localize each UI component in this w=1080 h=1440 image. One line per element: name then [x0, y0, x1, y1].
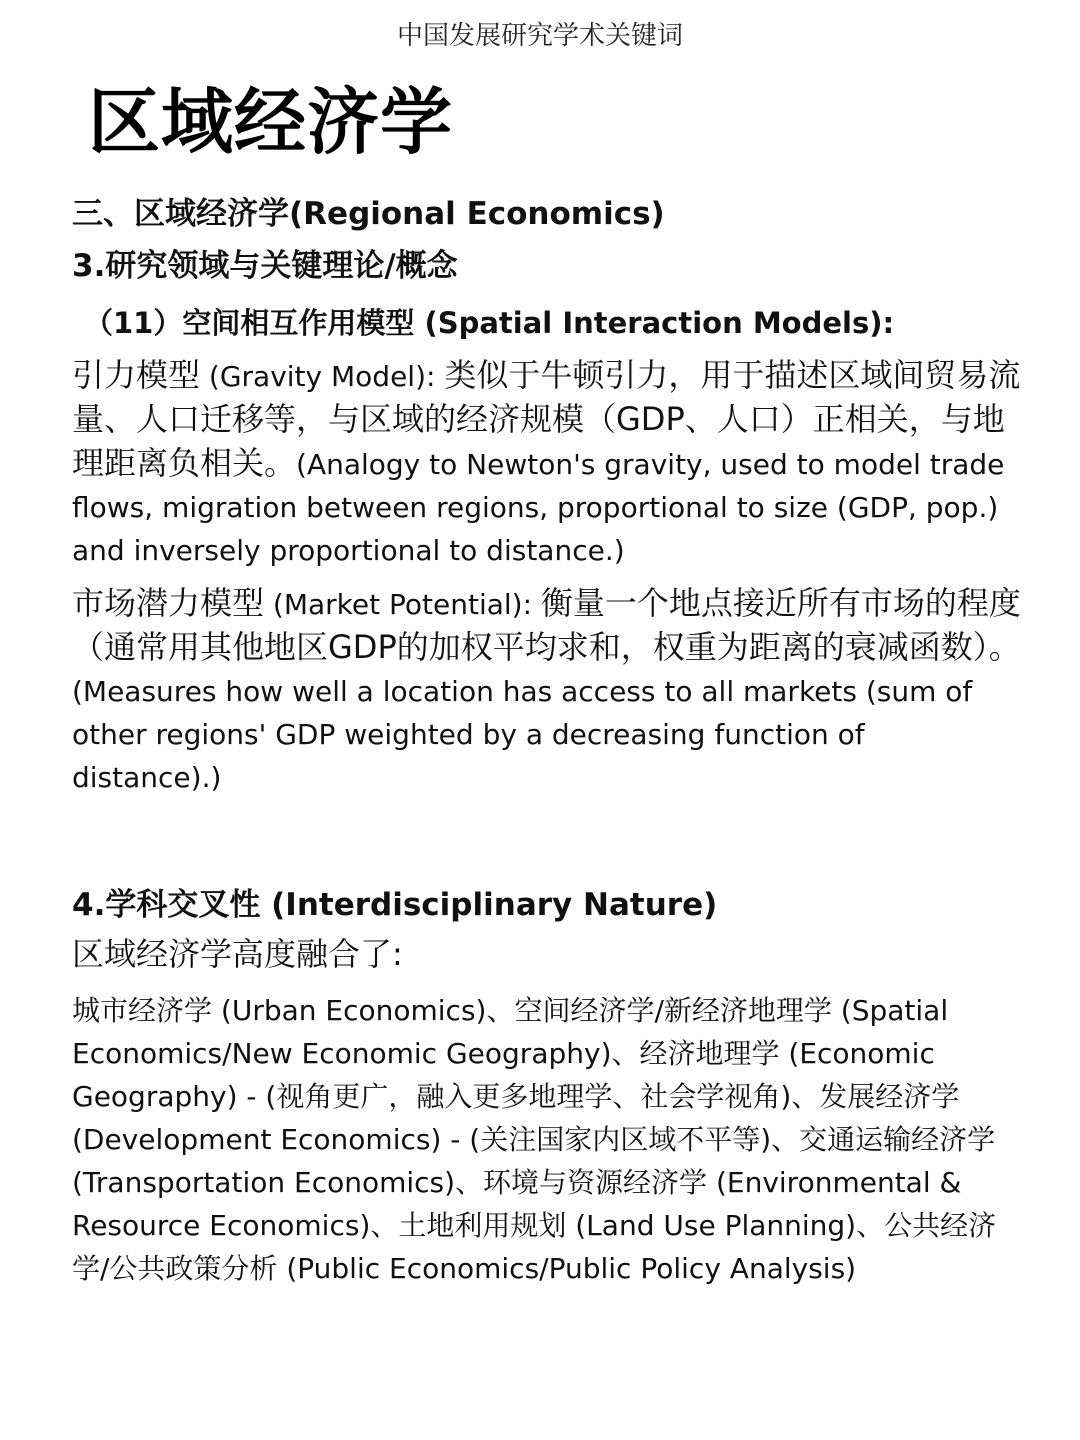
gravity-model-desc-zh: 类似于牛顿引力，用于描述区域间贸易流量、人口迁移等，与区域的经济规模（GDP、人口）正相关，与地理距离负相关。 [72, 356, 1021, 482]
section-heading-interdisciplinary: 4.学科交叉性 (Interdisciplinary Nature) [72, 887, 718, 923]
paragraph-intro [72, 933, 1022, 977]
market-potential-term-en: (Market Potential): [264, 588, 541, 621]
gravity-model-desc-en: (Analogy to Newton's gravity, used to model trade flows, migration between regions, proportional to size (GDP, pop.) and inversely proportional to distance.) [72, 448, 1005, 567]
section-heading-regional-economics: 三、区域经济学(Regional Economics) [72, 196, 665, 232]
interdisciplinary-intro: 区域经济学高度融合了: [72, 935, 403, 973]
page-title: 区域经济学 [88, 80, 454, 164]
paragraph-disciplines [72, 989, 1022, 1290]
market-potential-desc-zh: 衡量一个地点接近所有市场的程度（通常用其他地区GDP的加权平均求和，权重为距离的衰减函数）。 [72, 584, 1021, 666]
document-body [72, 190, 1022, 1290]
disciplines-list: 城市经济学 (Urban Economics)、空间经济学/新经济地理学 (Spatial Economics/New Economic Geography)、经济地理学 (Economic Geography) - (视角更广，融入更多地理学、社会学视角)、发展经济学 (Development Economics) - (关注国家内区域不平等)、交通运输经济学 (Transportation Economics)、环境与资源经济学 (Environmental & Resource Economics)、土地利用规划 (Land Use Planning)、公共经济学/公共政策分析 (Public Economics/Public Policy Analysis) [72, 994, 997, 1285]
document-header: 中国发展研究学术关键词 [396, 21, 683, 51]
paragraph-market-potential [72, 582, 1022, 799]
market-potential-term: 市场潜力模型 [72, 584, 265, 622]
gravity-model-term: 引力模型 [72, 356, 201, 394]
paragraph-gravity-model [72, 354, 1022, 572]
market-potential-desc-en: (Measures how well a location has access to all markets (sum of other regions' GDP weighted by a decreasing function of distance).) [72, 675, 973, 794]
subsubheading-spatial-interaction: （11）空间相互作用模型 (Spatial Interaction Models): [84, 306, 895, 340]
gravity-model-term-en: (Gravity Model): [200, 360, 445, 393]
subheading-research-areas: 3.研究领域与关键理论/概念 [72, 248, 458, 284]
